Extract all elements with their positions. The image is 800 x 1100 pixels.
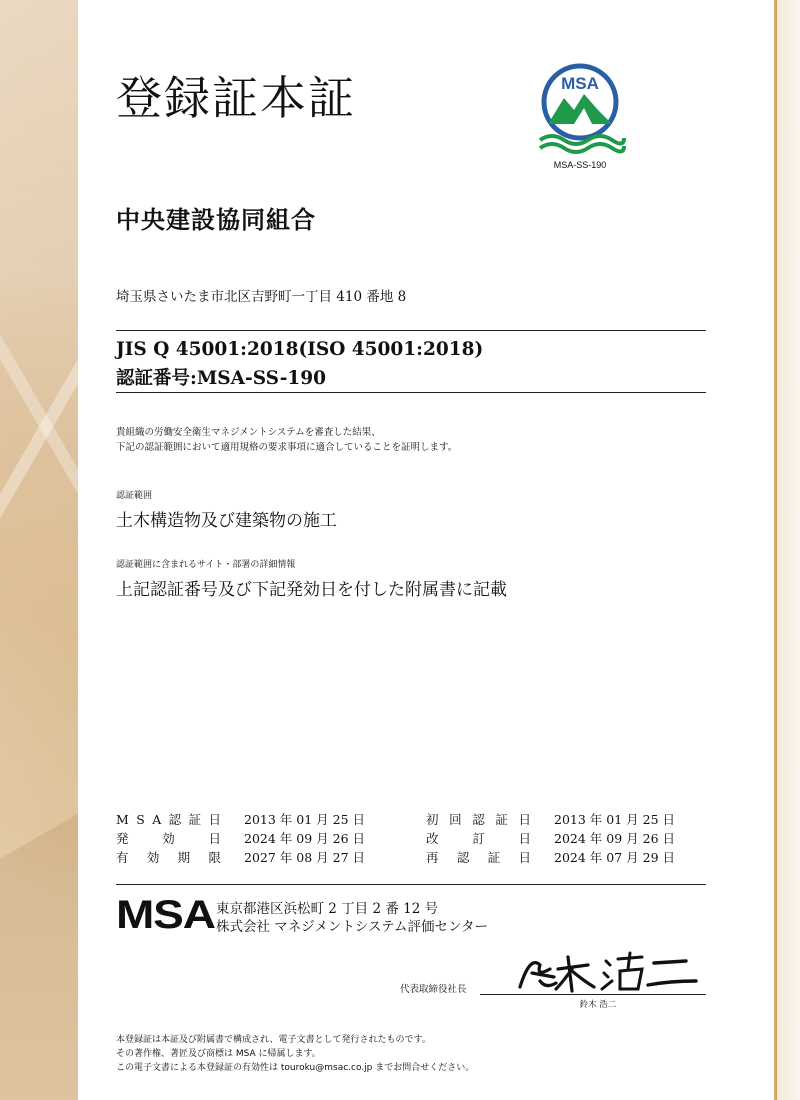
label-char: 日 [518,850,531,865]
label-char: 初 [426,812,439,827]
logo-code: MSA-SS-190 [553,160,607,170]
label-char: 効 [162,831,175,846]
note-line: 本登録証は本証及び附属書で構成され、電子文書として発行されたものです。 [116,1035,431,1045]
standard-line: JIS Q 45001:2018(ISO 45001:2018) [116,339,484,360]
date-label [116,829,221,848]
date-value: 2027 年 08 月 27 日 [244,850,365,865]
label-char: 認 [472,812,485,827]
issuer-company: 株式会社 マネジメントシステム評価センター [216,919,488,935]
label-char: 改 [426,831,439,846]
statement-line: 下記の認証範囲において適用規格の要求事項に適合していることを証明します。 [116,442,458,453]
label-char: 認 [168,812,182,827]
msa-certification-logo [534,58,626,176]
document-title: 登録証本証 [116,71,356,125]
date-label [426,848,531,867]
sites-value: 上記認証番号及び下記発効日を付した附属書に記載 [116,580,507,600]
divider-footer [116,884,706,885]
organization-address: 埼玉県さいたま市北区吉野町一丁目 410 番地 8 [116,289,407,305]
label-char: 限 [208,850,221,865]
scope-label: 認証範囲 [116,491,153,501]
label-char: 期 [177,850,191,865]
scope-value: 土木構造物及び建築物の施工 [116,511,337,531]
label-char: 証 [487,850,501,865]
issuer-logo: MSA [116,893,215,937]
signature-line [480,994,706,995]
representative-title: 代表取締役社長 [400,984,467,995]
date-value: 2024 年 09 月 26 日 [554,831,675,846]
date-value: 2024 年 07 月 29 日 [554,850,675,865]
divider-bottom [116,392,706,393]
label-char: 訂 [472,831,485,846]
label-char: 再 [426,850,439,865]
label-char: 認 [456,850,470,865]
label-char: M [116,812,129,827]
handwritten-signature [510,947,700,995]
label-char: 回 [449,812,462,827]
decorative-left-border [0,0,78,1100]
date-label [426,829,531,848]
date-label [426,810,531,829]
logo-text: MSA [561,74,599,93]
label-char: 効 [146,850,160,865]
footer-notes [116,1033,474,1075]
note-line: その著作権、著匠及び商標は MSA に帰属します。 [116,1049,321,1059]
decorative-right-border [760,0,800,1100]
sites-label: 認証範囲に含まれるサイト・部署の詳細情報 [116,560,296,570]
label-char: 証 [188,812,202,827]
note-line: この電子文書による本登録証の有効性は touroku@msac.co.jp までお問合せください。 [116,1063,475,1073]
label-char: 発 [116,831,129,846]
date-label [116,848,221,867]
divider-top [116,330,706,331]
label-char: 有 [116,850,129,865]
certificate-number: 認証番号:MSA-SS-190 [116,368,326,389]
label-char: 日 [518,812,531,827]
date-value: 2013 年 01 月 25 日 [244,812,365,827]
certification-statement [116,425,457,455]
label-char: 証 [495,812,508,827]
date-value: 2013 年 01 月 25 日 [554,812,675,827]
representative-name: 鈴木 浩二 [579,1000,617,1010]
label-char: 日 [518,831,531,846]
date-label [116,810,221,829]
organization-name: 中央建設協同組合 [116,206,316,234]
label-char: A [152,812,162,827]
label-char: S [136,812,145,827]
issuer-address: 東京都港区浜松町 2 丁目 2 番 12 号 [216,901,439,917]
label-char: 日 [208,812,221,827]
date-value: 2024 年 09 月 26 日 [244,831,365,846]
statement-line: 貴組織の労働安全衛生マネジメントシステムを審査した結果、 [116,427,381,438]
label-char: 日 [208,831,221,846]
